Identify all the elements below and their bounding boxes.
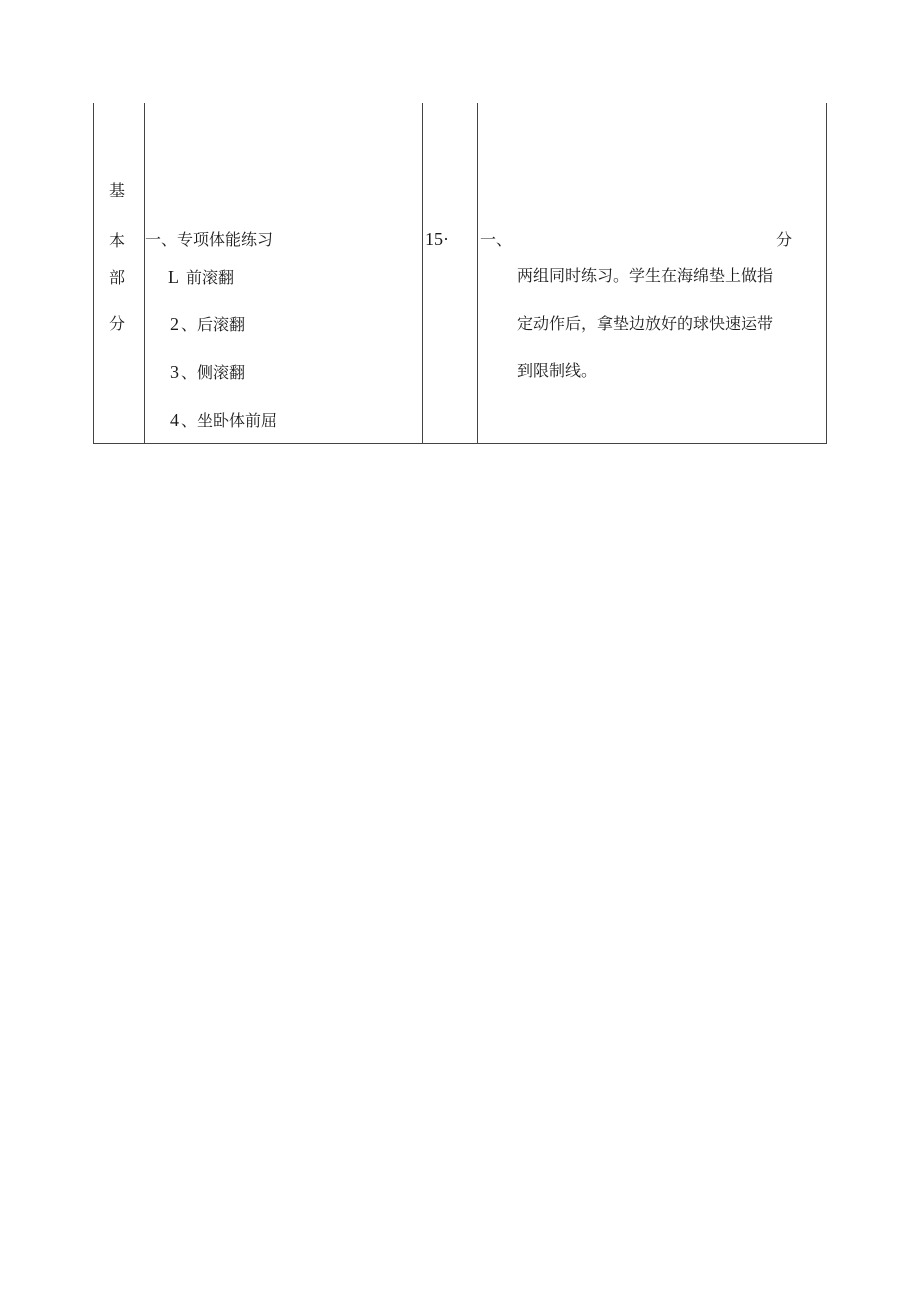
time-value: 15· <box>425 229 449 249</box>
item-text: 、侧滚翻 <box>181 363 246 382</box>
item-number: 4 <box>170 410 179 430</box>
section-char: 本 <box>109 231 126 250</box>
table-divider-3 <box>477 103 478 444</box>
table-border-bottom <box>93 443 827 444</box>
method-line-start: 一、 <box>480 230 513 249</box>
method-line: 两组同时练习。学生在海绵垫上做指 <box>517 266 774 285</box>
content-heading: 一、专项体能练习 <box>145 230 274 249</box>
item-number: 2 <box>170 314 179 334</box>
method-line: 定动作后，拿垫边放好的球快速运带 <box>517 314 774 333</box>
table-divider-2 <box>422 103 423 444</box>
table-border-right <box>826 103 827 444</box>
method-line-end: 分 <box>776 230 793 249</box>
item-text: 前滚翻 <box>186 268 235 287</box>
method-line: 到限制线。 <box>517 361 598 380</box>
section-char: 基 <box>109 181 126 200</box>
table-border-left <box>93 103 94 444</box>
table-divider-1 <box>144 103 145 444</box>
section-char: 部 <box>109 268 126 287</box>
item-text: 、后滚翻 <box>181 315 246 334</box>
item-text: 、坐卧体前屈 <box>181 411 278 430</box>
item-number: 3 <box>170 362 179 382</box>
section-char: 分 <box>109 314 126 333</box>
item-number: L <box>168 267 179 287</box>
